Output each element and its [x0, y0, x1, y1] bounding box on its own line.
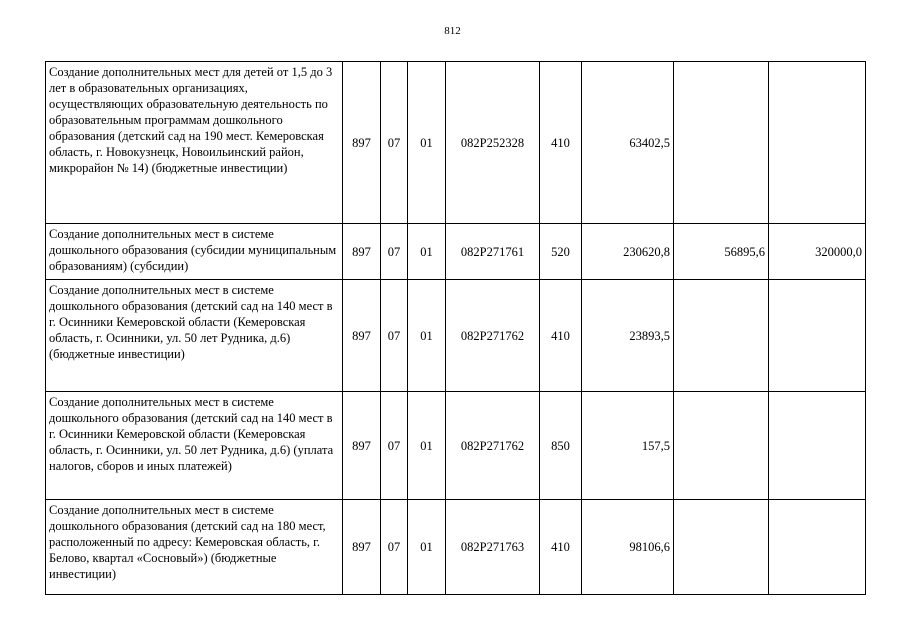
sum-year-1: 230620,8 — [582, 224, 674, 280]
page-number: 812 — [444, 25, 461, 37]
section-code: 07 — [381, 224, 408, 280]
sum-year-1: 157,5 — [582, 392, 674, 500]
row-description: Создание дополнительных мест в системе дошкольного образования (детский сад на 140 мест в г. Осинники Кемеровской области (Кемеровская область, г. Осинники, ул. 50 лет Рудника, д.6) (бюджетные инвестиции) — [46, 280, 343, 392]
ministry-code: 897 — [343, 500, 381, 595]
ministry-code: 897 — [343, 62, 381, 224]
subsection-code: 01 — [408, 392, 446, 500]
subsection-code: 01 — [408, 62, 446, 224]
expense-type-code: 520 — [540, 224, 582, 280]
row-description: Создание дополнительных мест в системе дошкольного образования (субсидии муниципальным образованиям) (субсидии) — [46, 224, 343, 280]
table-row — [46, 280, 866, 392]
sum-year-2 — [674, 62, 769, 224]
row-description: Создание дополнительных мест в системе дошкольного образования (детский сад на 180 мест, расположенный по адресу: Кемеровская область, г. Белово, квартал «Сосновый») (бюджетные инвестиции) — [46, 500, 343, 595]
section-code: 07 — [381, 500, 408, 595]
expense-type-code: 410 — [540, 280, 582, 392]
target-article-code: 082P271763 — [446, 500, 540, 595]
sum-year-2 — [674, 392, 769, 500]
subsection-code: 01 — [408, 280, 446, 392]
sum-year-3 — [769, 62, 866, 224]
expense-type-code: 850 — [540, 392, 582, 500]
table-row — [46, 392, 866, 500]
target-article-code: 082P252328 — [446, 62, 540, 224]
table-row — [46, 62, 866, 224]
sum-year-1: 63402,5 — [582, 62, 674, 224]
sum-year-2: 56895,6 — [674, 224, 769, 280]
sum-year-3 — [769, 392, 866, 500]
subsection-code: 01 — [408, 500, 446, 595]
sum-year-3 — [769, 280, 866, 392]
sum-year-1: 23893,5 — [582, 280, 674, 392]
section-code: 07 — [381, 62, 408, 224]
sum-year-3: 320000,0 — [769, 224, 866, 280]
ministry-code: 897 — [343, 280, 381, 392]
table-row — [46, 224, 866, 280]
subsection-code: 01 — [408, 224, 446, 280]
expense-type-code: 410 — [540, 500, 582, 595]
sum-year-2 — [674, 280, 769, 392]
budget-table — [45, 61, 866, 595]
row-description: Создание дополнительных мест для детей от 1,5 до 3 лет в образовательных организациях, осуществляющих образовательную деятельность по образовательным программам дошкольного образования (детский сад на 190 мест. Кемеровская область, г. Новокузнецк, Новоильинский район, микрорайон № 14) (бюджетные инвестиции) — [46, 62, 343, 224]
target-article-code: 082P271762 — [446, 392, 540, 500]
table-row — [46, 500, 866, 595]
ministry-code: 897 — [343, 392, 381, 500]
target-article-code: 082P271762 — [446, 280, 540, 392]
expense-type-code: 410 — [540, 62, 582, 224]
section-code: 07 — [381, 392, 408, 500]
sum-year-1: 98106,6 — [582, 500, 674, 595]
target-article-code: 082P271761 — [446, 224, 540, 280]
sum-year-3 — [769, 500, 866, 595]
section-code: 07 — [381, 280, 408, 392]
ministry-code: 897 — [343, 224, 381, 280]
row-description: Создание дополнительных мест в системе дошкольного образования (детский сад на 140 мест в г. Осинники Кемеровской области (Кемеровская область, г. Осинники, ул. 50 лет Рудника, д.6) (уплата налогов, сборов и иных платежей) — [46, 392, 343, 500]
sum-year-2 — [674, 500, 769, 595]
